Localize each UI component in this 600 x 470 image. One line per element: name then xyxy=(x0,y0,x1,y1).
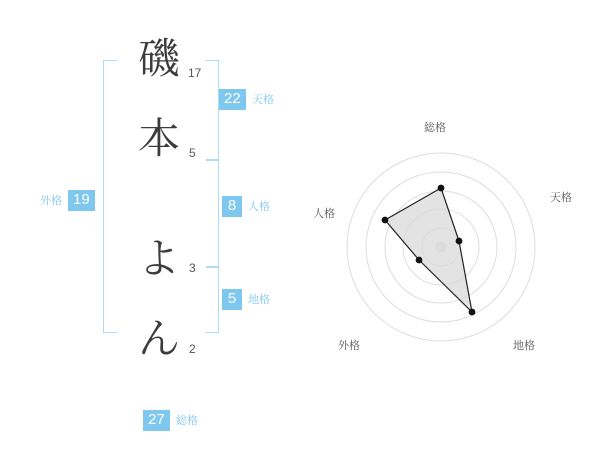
stroke-count-2: 5 xyxy=(189,146,196,160)
gaikaku-bracket xyxy=(103,60,117,333)
name-character-4: ん xyxy=(137,314,180,363)
kakusu-radar-chart xyxy=(300,0,600,470)
chikaku-bracket xyxy=(206,267,219,333)
axis-label-tenkaku: 天格 xyxy=(550,191,572,204)
soukaku-value: 27 xyxy=(143,410,170,431)
radar-chart-svg xyxy=(300,0,600,470)
tenkaku-label: 天格 xyxy=(252,93,274,106)
gaikaku-label: 外格 xyxy=(40,194,62,207)
axis-label-chikaku: 地格 xyxy=(513,339,535,352)
stroke-count-3: 3 xyxy=(189,261,196,275)
chikaku-value: 5 xyxy=(222,289,242,310)
axis-label-soukaku: 総格 xyxy=(424,121,446,134)
name-character-2: 本 xyxy=(137,114,180,163)
jinkaku-label: 人格 xyxy=(248,200,270,213)
soukaku-label: 総格 xyxy=(176,414,198,427)
tenkaku-value: 22 xyxy=(219,89,246,110)
radar-series-kakusu xyxy=(382,185,476,316)
stroke-count-4: 2 xyxy=(189,342,196,356)
jinkaku-bracket xyxy=(206,160,219,267)
name-character-3: よ xyxy=(137,234,180,283)
jinkaku-value: 8 xyxy=(222,196,242,217)
tenkaku-bracket xyxy=(206,60,219,160)
stroke-count-1: 17 xyxy=(188,66,202,80)
axis-label-jinkaku: 人格 xyxy=(313,207,335,220)
gaikaku-value: 19 xyxy=(68,190,95,211)
chikaku-label: 地格 xyxy=(248,293,270,306)
name-character-1: 磯 xyxy=(137,34,180,83)
axis-label-gaikaku: 外格 xyxy=(338,339,360,352)
